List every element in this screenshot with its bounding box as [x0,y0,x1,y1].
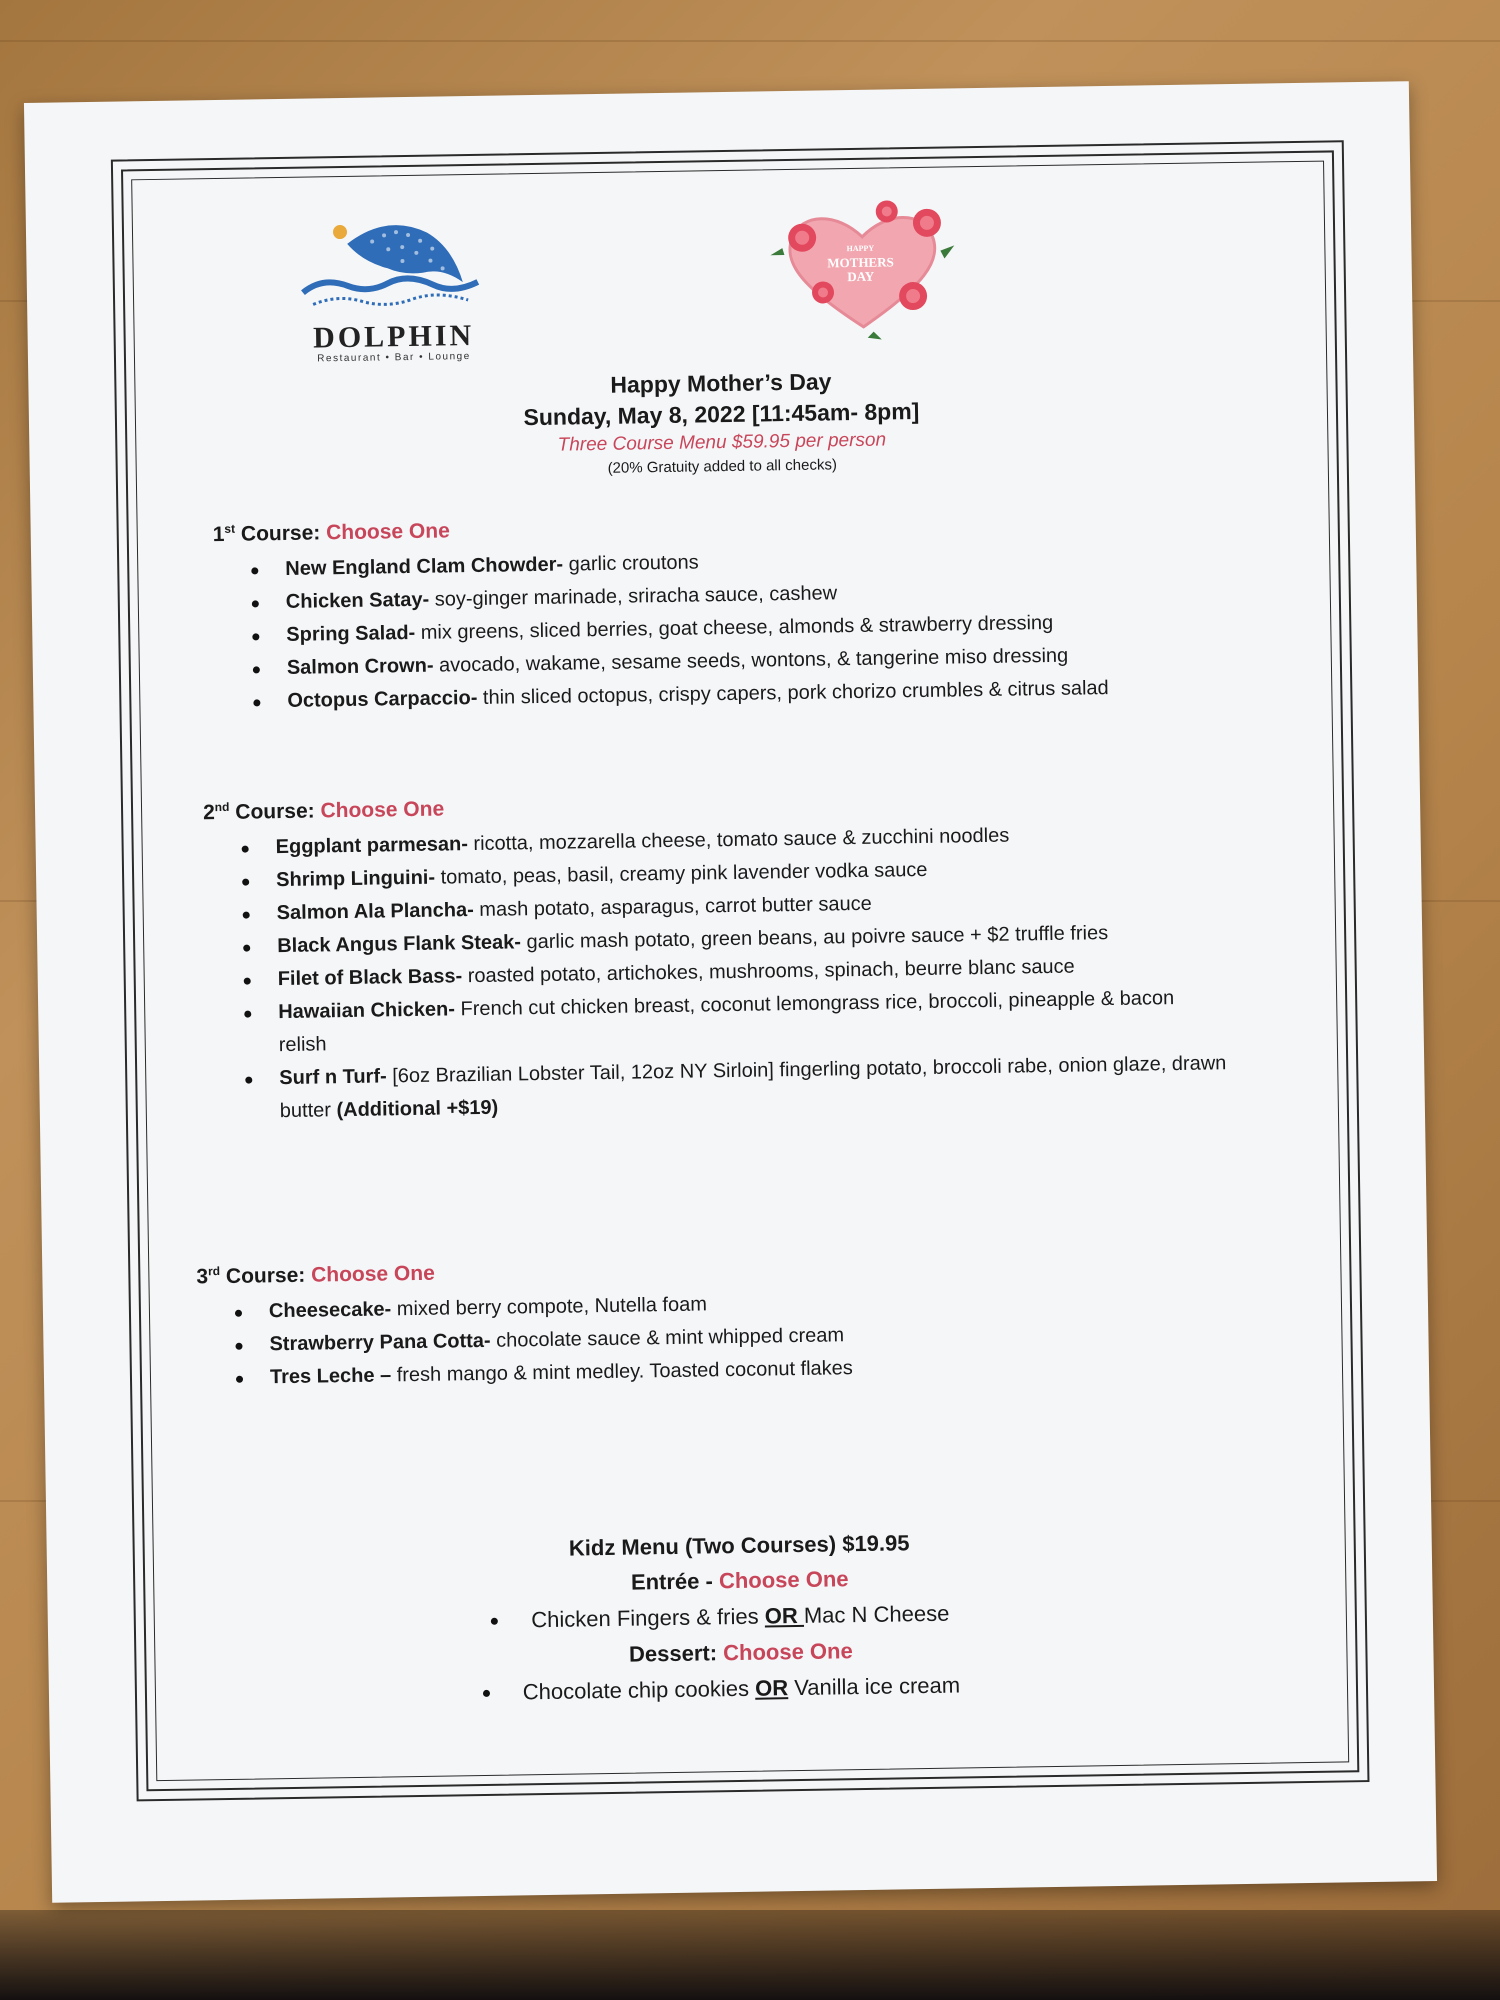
table-shadow [0,1910,1500,2000]
course-1 [212,498,1215,719]
dessert-label: Dessert: [628,1640,724,1667]
course-items [197,1281,1198,1396]
list-item [531,1595,950,1640]
mothers-day-heart [761,190,963,343]
choose-one: Choose One [718,1566,849,1594]
item-name: Filet of Black Bass- [277,965,463,991]
item-desc: thin sliced octopus, crispy capers, pork chorizo crumbles & citrus salad [477,677,1109,709]
menu-title: Happy Mother’s Day [610,368,832,398]
heart-line-1: HAPPY [846,243,875,254]
item-desc: fresh mango & mint medley. Toasted coconut flakes [390,1357,854,1387]
item-desc: ricotta, mozzarella cheese, tomato sauce & zucchini noodles [467,824,1010,856]
item-name: Hawaiian Chicken- [278,998,456,1024]
item-desc: French cut chicken breast, coconut lemongrass rice, broccoli, pineapple & bacon relish [278,987,1175,1057]
item-desc: soy-ginger marinade, sriracha sauce, cashew [429,582,838,611]
course-number: 2 [202,801,215,825]
course-2 [203,776,1238,1129]
course-number: 3 [196,1265,209,1289]
menu-content [121,179,1339,1782]
item-name: Chicken Satay- [285,588,430,613]
wood-grain [0,40,1500,42]
kidz-menu [142,1519,1338,1718]
entree-option-b: Mac N Cheese [803,1600,950,1628]
dessert-option-a: Chocolate chip cookies [522,1675,756,1705]
course-suffix: rd [207,1264,221,1279]
item-desc: roasted potato, artichokes, mushrooms, spinach, beurre blanc sauce [462,955,1075,988]
list-item [522,1666,960,1711]
item-name: Strawberry Pana Cotta- [269,1329,491,1356]
dessert-option-b: Vanilla ice cream [787,1672,961,1701]
item-desc: mix greens, sliced berries, goat cheese, almonds & strawberry dressing [415,611,1054,644]
item-desc: mash potato, asparagus, carrot butter sauce [473,892,872,922]
surcharge: (Additional +$19) [336,1096,499,1122]
item-name: Tres Leche – [269,1364,392,1389]
menu-price: Three Course Menu $59.95 per person [557,429,887,456]
menu-sheet [24,81,1437,1903]
heart-line-3: DAY [847,268,875,285]
item-name: Eggplant parmesan- [275,833,469,859]
item-name: Shrimp Linguini- [276,866,436,892]
choose-one: Choose One [325,519,450,545]
item-name: Salmon Ala Plancha- [276,899,474,925]
item-desc: garlic mash potato, green beans, au poivre sauce + $2 truffle fries [520,922,1109,954]
or-label: OR [754,1675,789,1701]
item-name: Cheesecake- [268,1298,392,1323]
item-name: Black Angus Flank Steak- [277,931,522,958]
logo-name: DOLPHIN [312,318,475,355]
course-items [213,538,1215,719]
item-desc: mixed berry compote, Nutella foam [391,1293,708,1321]
heart-text [820,241,901,284]
item-name: New England Clam Chowder- [285,553,564,580]
menu-header [124,359,1319,488]
dolphin-logo [292,212,494,365]
item-desc: chocolate sauce & mint whipped cream [490,1324,845,1352]
menu-date: Sunday, May 8, 2022 [11:45am- 8pm] [523,397,920,431]
or-label: OR [764,1602,805,1629]
choose-one: Choose One [722,1638,853,1666]
item-name: Salmon Crown- [286,654,434,679]
item-desc: garlic croutons [562,551,699,576]
choose-one: Choose One [320,797,445,823]
choose-one: Choose One [310,1261,435,1287]
list-item [279,1047,1240,1128]
logo-tagline: Restaurant • Bar • Lounge [317,351,471,365]
heart-line-2: MOTHERS [827,254,894,271]
course-label: Course: [229,799,321,824]
item-desc: avocado, wakame, sesame seeds, wontons, & tangerine miso dressing [433,644,1069,677]
item-name: Surf n Turf- [279,1065,387,1090]
entree-label: Entrée - [630,1568,720,1595]
item-name: Octopus Carpaccio- [287,686,478,712]
course-suffix: nd [214,799,230,815]
course-number: 1 [212,522,225,547]
course-label: Course: [219,1263,312,1289]
course-3 [196,1241,1198,1396]
item-desc: [6oz Brazilian Lobster Tail, 12oz NY Sirloin] fingerling potato, broccoli rabe, onion glaze, drawn butter [279,1052,1227,1123]
dolphin-icon [292,212,494,315]
item-name: Spring Salad- [286,621,416,646]
course-suffix: st [224,521,236,536]
item-desc: tomato, peas, basil, creamy pink lavender vodka sauce [434,858,928,889]
course-label: Course: [234,521,327,546]
entree-option-a: Chicken Fingers & fries [531,1603,765,1633]
kidz-title: Kidz Menu (Two Courses) $19.95 [568,1530,910,1561]
course-items [203,816,1238,1129]
gratuity-note: (20% Gratuity added to all checks) [607,456,838,477]
